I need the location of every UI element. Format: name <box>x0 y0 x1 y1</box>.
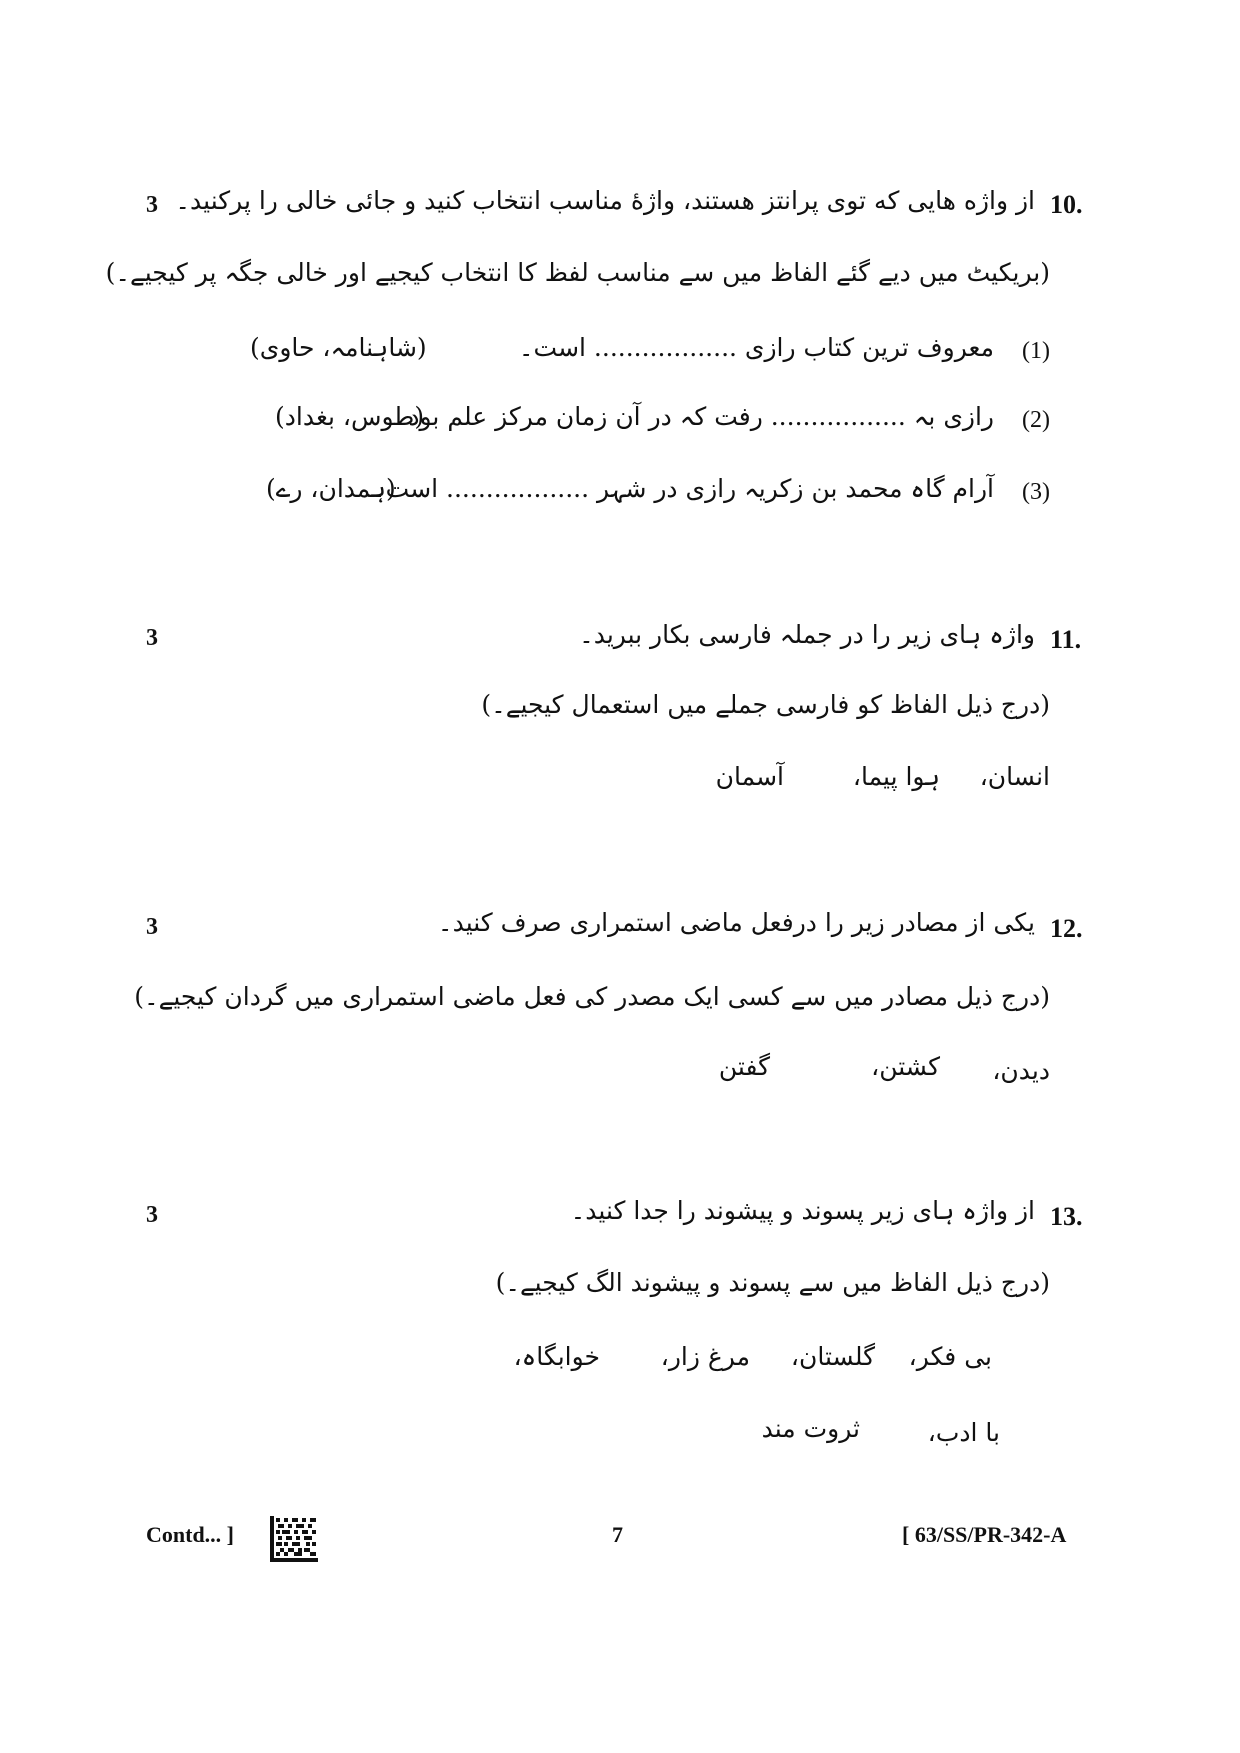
q13-word-5: با ادب، <box>927 1418 1000 1447</box>
q12-urdu-instruction: (درج ذیل مصادر میں سے کسی ایک مصدر کی فعل ماضی استمراری میں گردان کیجیے۔) <box>134 982 1050 1011</box>
q10-persian-instruction: از واژه هایی که توی پرانتز هستند، واژهٔ مناسب انتخاب کنید و جائی خالی را پرکنید۔ <box>175 186 1035 215</box>
q12-word-2: کشتن، <box>871 1052 940 1081</box>
q13-urdu-instruction: (درج ذیل الفاظ میں سے پسوند و پیشوند الگ کیجیے۔) <box>495 1268 1050 1297</box>
q10-item-3-options: (ہمدان، رے) <box>266 474 396 503</box>
q13-number: 13. <box>1050 1202 1083 1231</box>
q12-word-3: گفتن <box>718 1052 770 1081</box>
page-number: 7 <box>612 1522 623 1547</box>
q13-word-4: خوابگاہ، <box>513 1342 600 1371</box>
q10-item-1-number: (1) <box>1022 338 1050 364</box>
q11-number: 11. <box>1050 625 1082 654</box>
q12-persian-instruction: یکی از مصادر زیر را درفعل ماضی استمراری صرف کنید۔ <box>437 908 1035 937</box>
q10-item-2-options: (طوس، بغداد) <box>275 402 425 431</box>
q11-marks: 3 <box>146 625 158 651</box>
q10-item-1-options: (شاہنامہ، حاوی) <box>250 333 427 362</box>
q10-number: 10. <box>1050 190 1083 219</box>
q11-word-3: آسمان <box>715 762 784 791</box>
q10-item-2-text: رازی بہ ................. رفت کہ در آن زمان مرکز علم بود۔ <box>393 402 994 431</box>
q10-item-3-number: (3) <box>1022 479 1050 505</box>
q13-marks: 3 <box>146 1202 158 1228</box>
q12-number: 12. <box>1050 914 1083 943</box>
barcode-icon <box>270 1516 318 1562</box>
q13-word-3: مرغ زار، <box>660 1342 750 1371</box>
footer-contd: Contd... ] <box>146 1522 235 1547</box>
q10-urdu-instruction: (بریکیٹ میں دیے گئے الفاظ میں سے مناسب لفظ کا انتخاب کیجیے اور خالی جگہ پر کیجیے۔) <box>105 258 1050 287</box>
q11-word-1: انسان، <box>979 762 1050 791</box>
q13-persian-instruction: از واژہ ہای زیر پسوند و پیشوند را جدا کنید۔ <box>570 1196 1035 1225</box>
q13-word-1: بی فکر، <box>908 1342 992 1371</box>
paper-code: [ 63/SS/PR-342-A <box>902 1522 1067 1547</box>
q12-marks: 3 <box>146 914 158 940</box>
q12-word-1: دیدن، <box>992 1056 1050 1085</box>
q11-persian-instruction: واژہ ہای زیر را در جملہ فارسی بکار ببرید۔ <box>579 620 1035 649</box>
q13-word-6: ثروت مند <box>761 1414 860 1443</box>
q13-word-2: گلستان، <box>790 1342 875 1371</box>
q10-marks: 3 <box>146 192 158 218</box>
q11-word-2: ہوا پیما، <box>852 762 940 791</box>
q11-urdu-instruction: (درج ذیل الفاظ کو فارسی جملے میں استعمال کیجیے۔) <box>481 690 1050 719</box>
q10-item-3-text: آرام گاہ محمد بن زکریہ رازی در شہر .................. است۔ <box>371 474 994 503</box>
q10-item-1-text: معروف ترین کتاب رازی .................. است۔ <box>518 333 994 362</box>
q10-item-2-number: (2) <box>1022 407 1050 433</box>
